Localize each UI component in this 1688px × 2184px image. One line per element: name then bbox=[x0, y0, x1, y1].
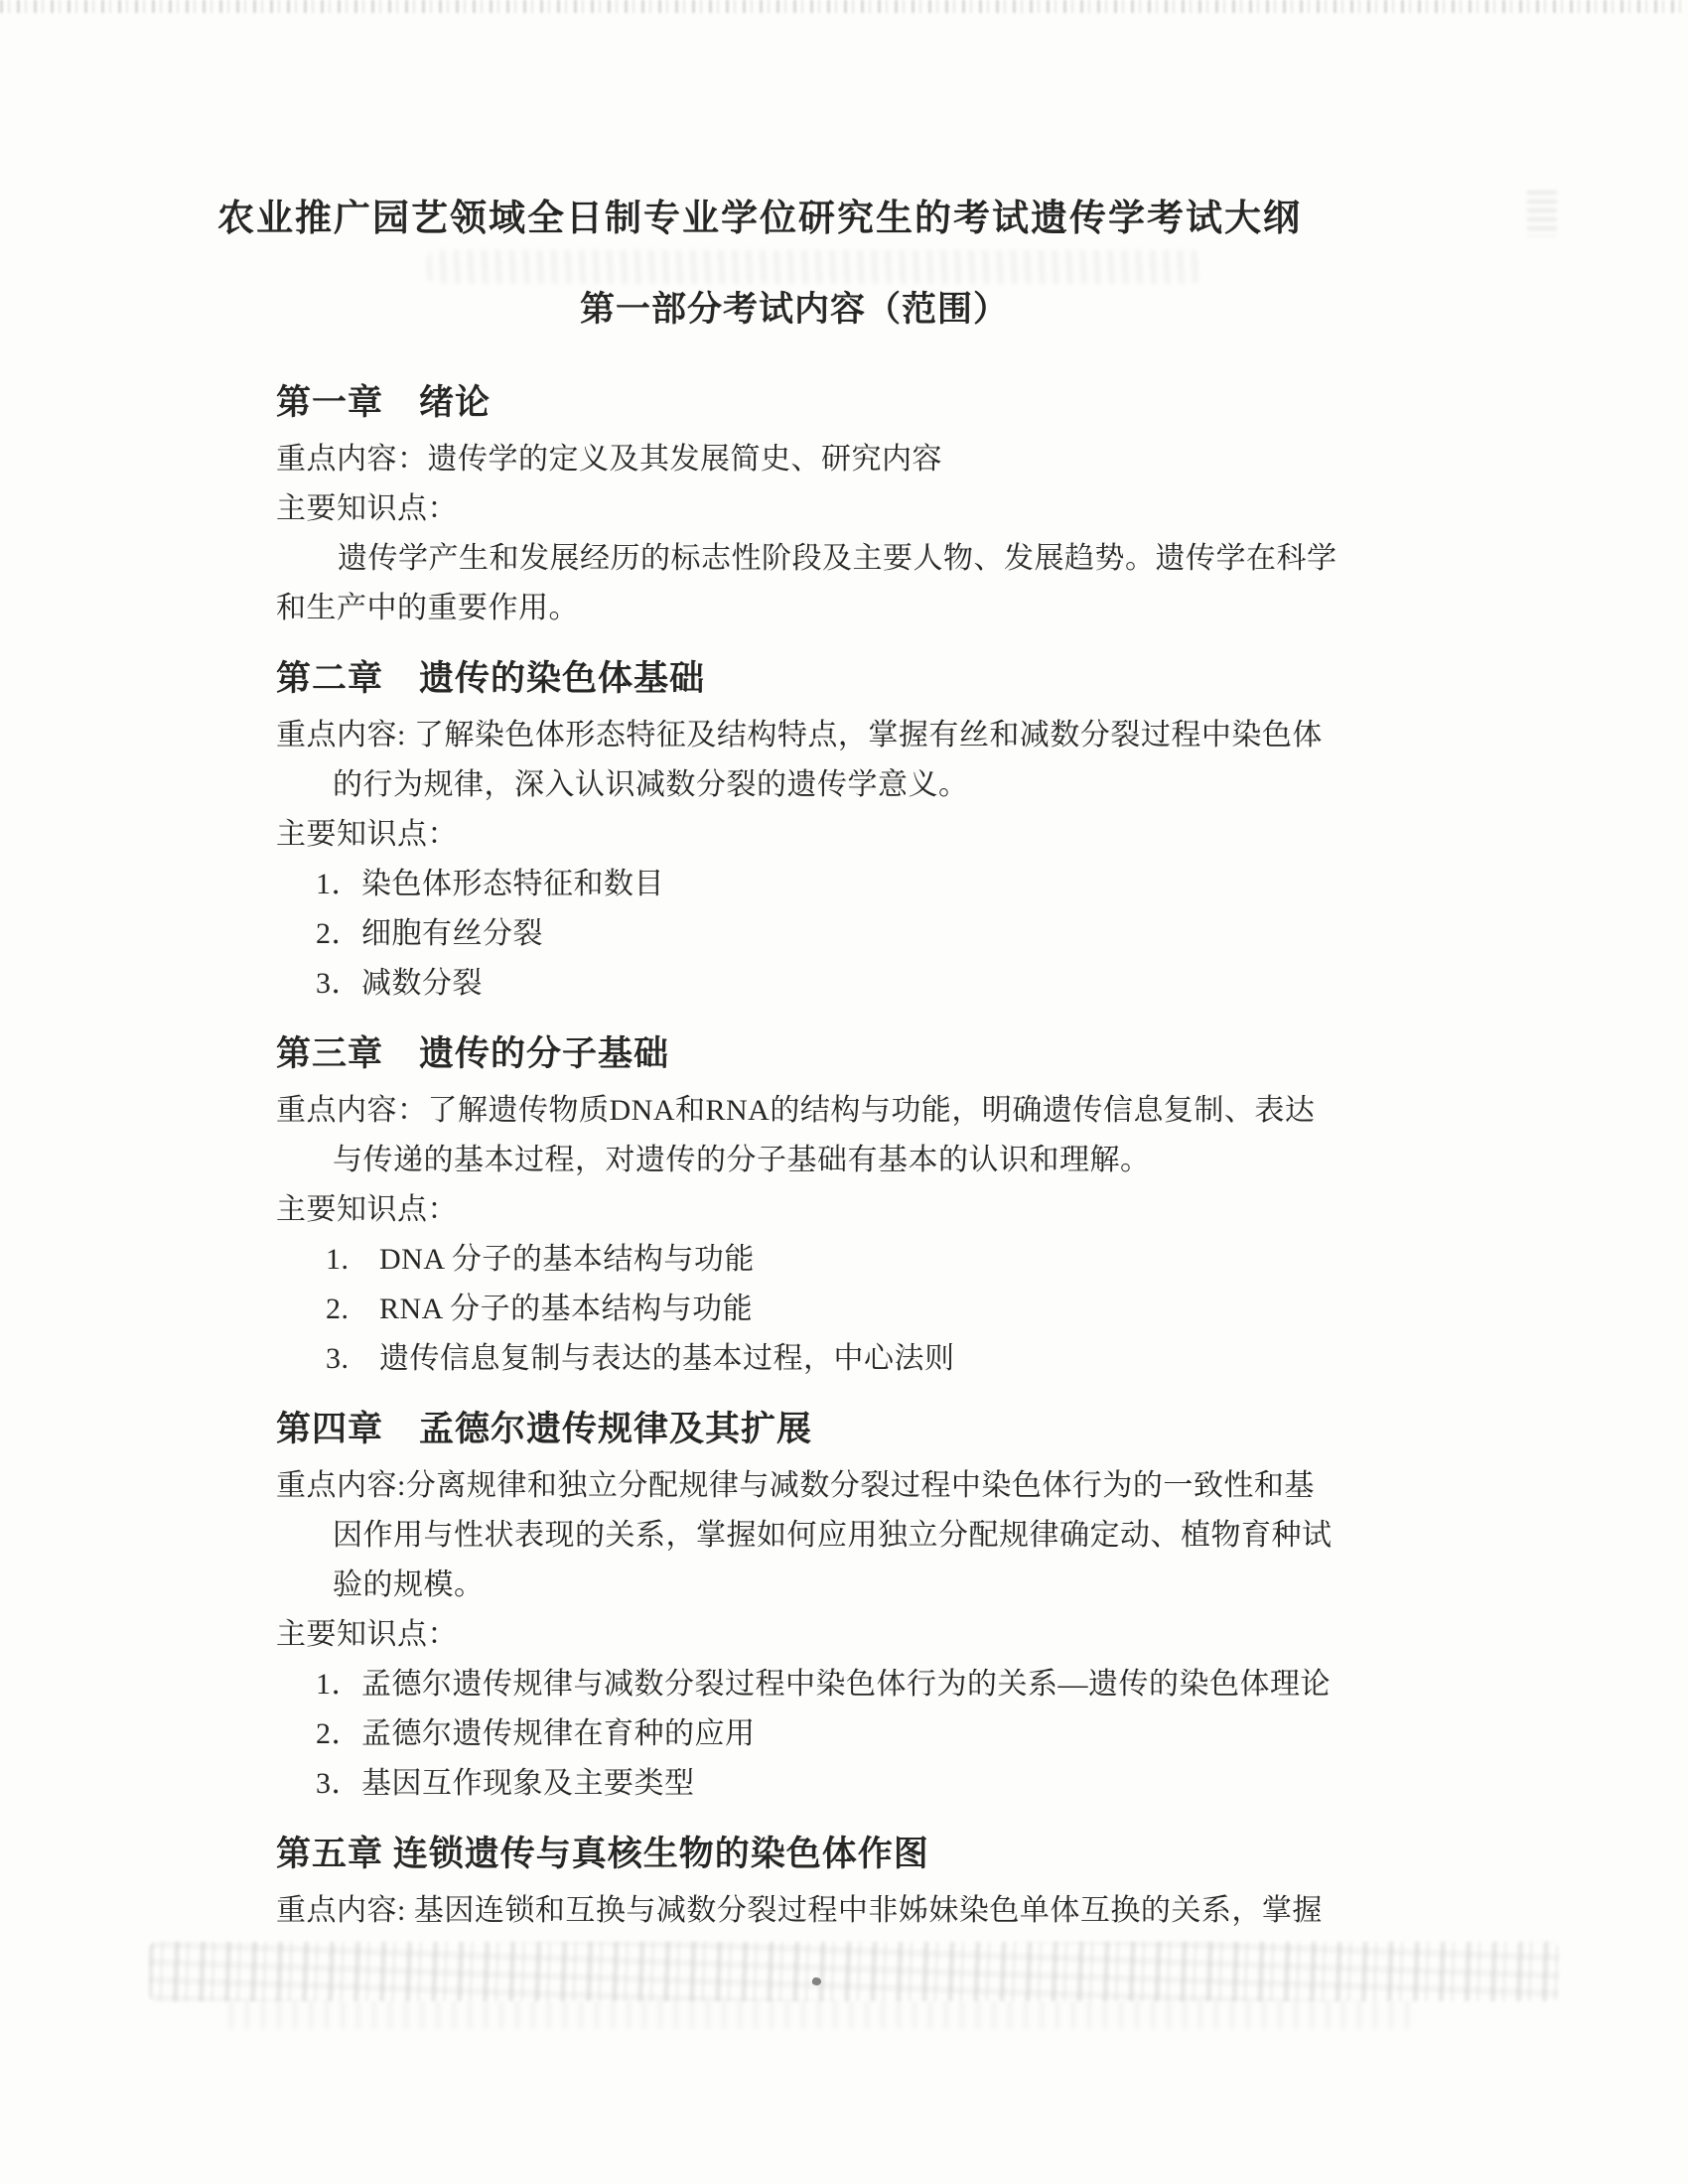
text-line: 重点内容:分离规律和独立分配规律与减数分裂过程中染色体行为的一致性和基 bbox=[276, 1469, 1315, 1502]
chapter-section bbox=[276, 1032, 1348, 1384]
text-line: 1．孟德尔遗传规律与减数分裂过程中染色体行为的关系—遗传的染色体理论 bbox=[316, 1668, 1331, 1701]
chapter-section bbox=[276, 1408, 1348, 1809]
document-title: 农业推广园艺领域全日制专业学位研究生的考试遗传学考试大纲 bbox=[217, 199, 1302, 239]
text-line: 主要知识点： bbox=[276, 492, 458, 525]
scan-noise-top bbox=[0, 0, 1688, 13]
text-line: 因作用与性状表现的关系，掌握如何应用独立分配规律确定动、植物育种试 bbox=[333, 1519, 1333, 1552]
text-line: 2. RNA 分子的基本结构与功能 bbox=[326, 1293, 754, 1325]
text-line: 3．基因互作现象及主要类型 bbox=[316, 1767, 695, 1800]
text-line: 2．细胞有丝分裂 bbox=[316, 917, 543, 950]
text-line: 1．染色体形态特征和数目 bbox=[316, 868, 664, 900]
text-line: 重点内容: 基因连锁和互换与减数分裂过程中非姊妹染色单体互换的关系，掌握 bbox=[276, 1894, 1323, 1927]
text-line: 和生产中的重要作用。 bbox=[276, 592, 579, 624]
chapter-heading: 第四章 孟德尔遗传规律及其扩展 bbox=[276, 1410, 813, 1448]
scan-noise-right-edge bbox=[1527, 191, 1557, 236]
chapters-container bbox=[276, 357, 1348, 1936]
chapter-heading: 第五章 连锁遗传与真核生物的染色体作图 bbox=[276, 1835, 929, 1873]
text-line: 的行为规律，深入认识减数分裂的遗传学意义。 bbox=[333, 768, 969, 801]
text-line: 重点内容: 了解染色体形态特征及结构特点，掌握有丝和减数分裂过程中染色体 bbox=[276, 719, 1323, 751]
text-line: 遗传学产生和发展经历的标志性阶段及主要人物、发展趋势。遗传学在科学 bbox=[338, 542, 1337, 575]
scan-noise-bottom bbox=[149, 1942, 1559, 2001]
text-line: 3. 遗传信息复制与表达的基本过程，中心法则 bbox=[326, 1342, 955, 1375]
chapter-heading: 第一章 绪论 bbox=[276, 383, 492, 422]
text-line: 验的规模。 bbox=[333, 1569, 485, 1601]
part-heading: 第一部分考试内容（范围） bbox=[579, 290, 1009, 329]
text-line: 主要知识点： bbox=[276, 1193, 458, 1226]
chapter-section bbox=[276, 1833, 1348, 1936]
text-line: 3．减数分裂 bbox=[316, 967, 483, 1000]
scan-noise-smudge bbox=[427, 250, 1201, 284]
text-line: 重点内容：了解遗传物质DNA和RNA的结构与功能，明确遗传信息复制、表达 bbox=[276, 1094, 1316, 1127]
text-line: 重点内容：遗传学的定义及其发展简史、研究内容 bbox=[276, 443, 942, 476]
chapter-heading: 第二章 遗传的染色体基础 bbox=[276, 659, 706, 698]
text-line: 2．孟德尔遗传规律在育种的应用 bbox=[316, 1717, 756, 1750]
text-line: 与传递的基本过程，对遗传的分子基础有基本的认识和理解。 bbox=[333, 1144, 1151, 1176]
chapter-heading: 第三章 遗传的分子基础 bbox=[276, 1034, 670, 1073]
chapter-section bbox=[276, 381, 1348, 633]
scan-noise-bottom-faint bbox=[228, 2001, 1420, 2029]
text-line: 主要知识点： bbox=[276, 1618, 458, 1651]
chapter-section bbox=[276, 657, 1348, 1009]
text-line: 主要知识点： bbox=[276, 818, 458, 851]
text-line: 1. DNA 分子的基本结构与功能 bbox=[326, 1243, 755, 1276]
